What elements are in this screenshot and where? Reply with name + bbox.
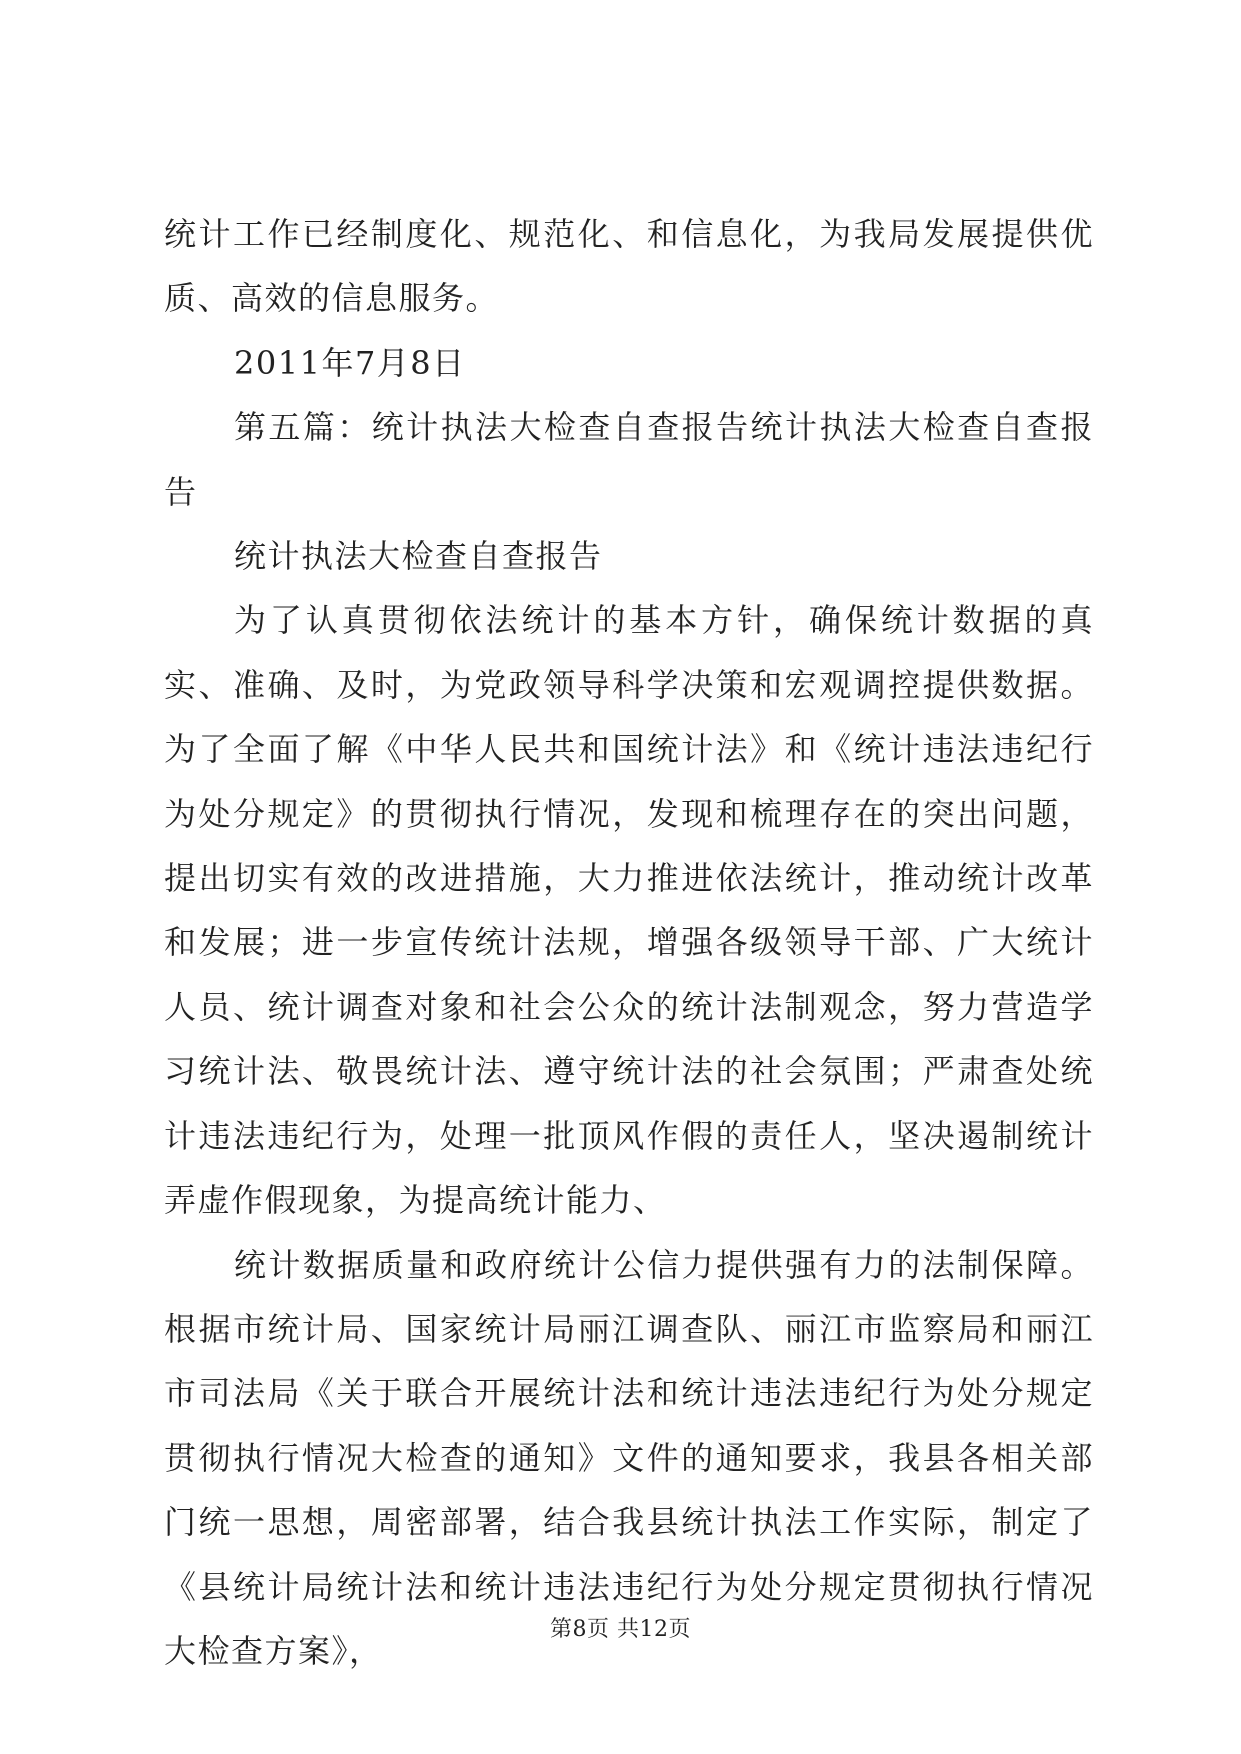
section-heading: 第五篇：统计执法大检查自查报告统计执法大检查自查报告 (164, 408, 1094, 511)
page-number-footer: 第8页 共12页 (550, 1617, 691, 1642)
paragraph-body-2: 统计数据质量和政府统计公信力提供强有力的法制保障。根据市统计局、国家统计局丽江调查队、丽江市监察局和丽江市司法局《关于联合开展统计法和统计违法违纪行为处分规定贯彻执行情况大检查的通知》文件的通知要求，我县各相关部门统一思想，周密部署，结合我县统计执法工作实际，制定了《县统计局统计法和统计违法违纪行为处分规定贯彻执行情况大检查方案》， (164, 1245, 1094, 1670)
document-body (164, 202, 1094, 1683)
paragraph-continuation: 统计工作已经制度化、规范化、和信息化，为我局发展提供优质、高效的信息服务。 (164, 215, 1094, 318)
report-title: 统计执法大检查自查报告 (234, 537, 603, 576)
paragraph-date: 2011年7月8日 (234, 343, 466, 382)
paragraph-body-1: 为了认真贯彻依法统计的基本方针，确保统计数据的真实、准确、及时，为党政领导科学决策和宏观调控提供数据。为了全面了解《中华人民共和国统计法》和《统计违法违纪行为处分规定》的贯彻执行情况，发现和梳理存在的突出问题，提出切实有效的改进措施，大力推进依法统计，推动统计改革和发展；进一步宣传统计法规，增强各级领导干部、广大统计人员、统计调查对象和社会公众的统计法制观念，努力营造学习统计法、敬畏统计法、遵守统计法的社会氛围；严肃查处统计违法违纪行为，处理一批顶风作假的责任人，坚决遏制统计弄虚作假现象，为提高统计能力、 (164, 601, 1094, 1220)
